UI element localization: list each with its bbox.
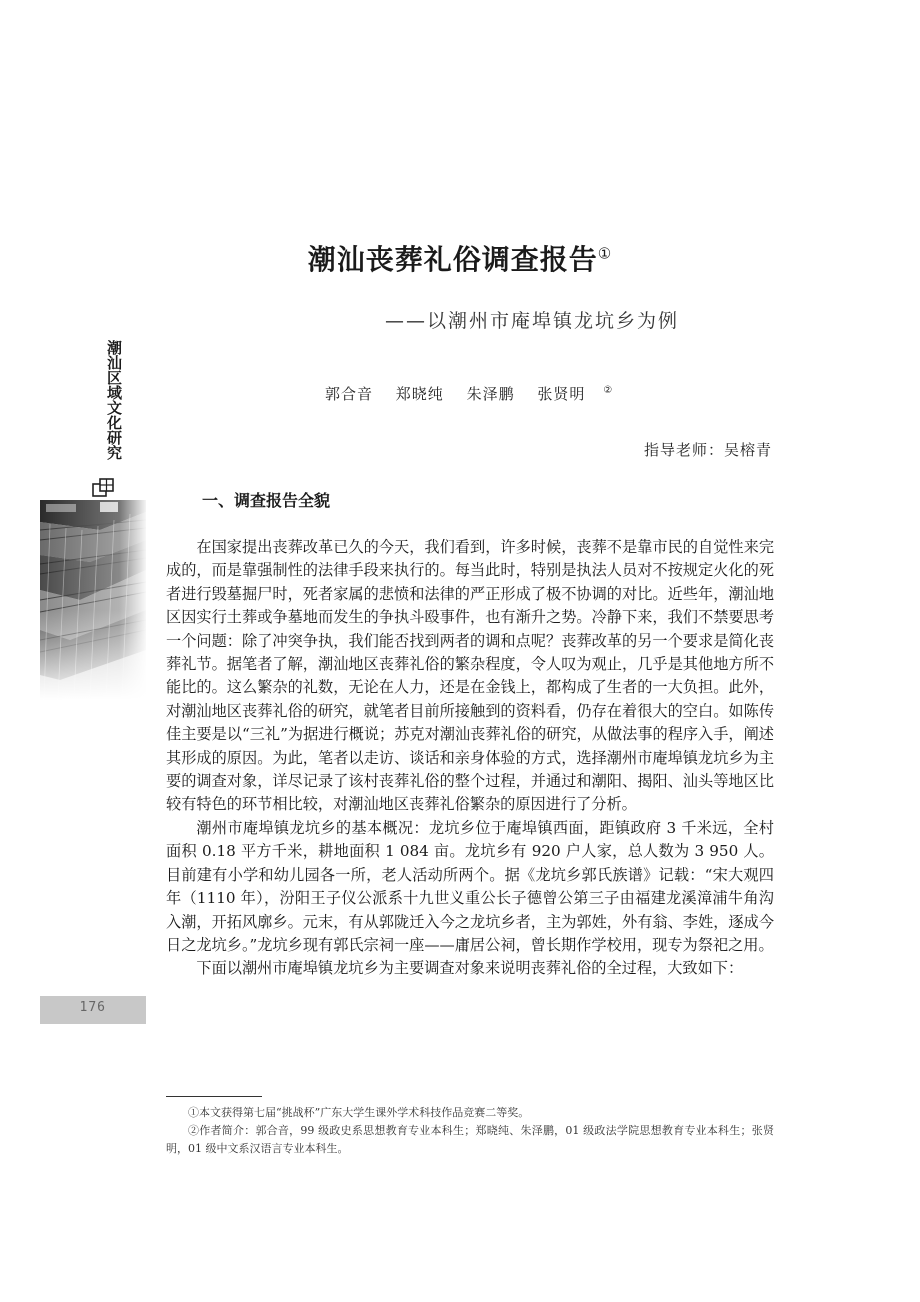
- body-paragraph: 潮州市庵埠镇龙坑乡的基本概况：龙坑乡位于庵埠镇西面，距镇政府 3 千米远，全村面积 0.18 平方千米，耕地面积 1 084 亩。龙坑乡有 920 户人家，总人数为 3 950 人。目前建有小学和幼儿园各一所，老人活动所两个。据《龙坑乡郭氏族谱》记载：“宋大观四年（1110 年），汾阳王子仪公派系十九世义重公长子德曾公第三子由福建龙溪漳浦牛角沟入潮，开拓风廓乡。元末，有从郭陇迁入今之龙坑乡者，主为郭姓，外有翁、李姓，逐成今日之龙坑乡。”龙坑乡现有郭氏宗祠一座——庸居公祠，曾长期作学校用，现专为祭祀之用。: [166, 818, 774, 954]
- footnote-divider: [166, 1096, 262, 1097]
- author-name: 朱泽鹏: [466, 385, 515, 403]
- window-frame-icon: [92, 478, 118, 502]
- article-title-text: 潮汕丧葬礼俗调查报告: [307, 243, 598, 276]
- page-number: 176: [79, 1000, 106, 1015]
- author-line: [325, 383, 613, 404]
- page-number-box: [40, 996, 146, 1024]
- author-name: 郑晓纯: [395, 385, 444, 403]
- footnote-item: ②作者简介：郭合音，99 级政史系思想教育专业本科生；郑晓纯、朱泽鹏，01 级政法学院思想教育专业本科生；张贤明，01 级中文系汉语言专业本科生。: [166, 1124, 774, 1155]
- article-body: [166, 536, 774, 981]
- author-name: 郭合音: [325, 385, 374, 403]
- author-footnote-mark[interactable]: ②: [603, 385, 614, 396]
- journal-sidebar-title: 潮汕区域文化研究: [105, 340, 123, 460]
- footnote-item: ①本文获得第七届“挑战杯”广东大学生课外学术科技作品竞赛二等奖。: [188, 1106, 530, 1119]
- section-heading: 一、调查报告全貌: [202, 491, 331, 510]
- title-footnote-mark[interactable]: ①: [597, 244, 613, 263]
- author-name: 张贤明 ②: [537, 385, 614, 403]
- body-paragraph: 下面以潮州市庵埠镇龙坑乡为主要调查对象来说明丧葬礼俗的全过程，大致如下：: [196, 959, 744, 978]
- body-paragraph: 在国家提出丧葬改革已久的今天，我们看到，许多时候，丧葬不是靠市民的自觉性来完成的，而是靠强制性的法律手段来执行的。每当此时，特别是执法人员对不按规定火化的死者进行毁墓掘尸时，死者家属的悲愤和法律的严正形成了极不协调的对比。近些年，潮汕地区因实行土葬或争墓地而发生的争执斗殴事件，也有渐升之势。冷静下来，我们不禁要思考一个问题：除了冲突争执，我们能否找到两者的调和点呢？丧葬改革的另一个要求是简化丧葬礼节。据笔者了解，潮汕地区丧葬礼俗的繁杂程度，令人叹为观止，几乎是其他地方所不能比的。这么繁杂的礼数，无论在人力，还是在金钱上，都构成了生者的一大负担。此外，对潮汕地区丧葬礼俗的研究，就笔者目前所接触到的资料看，仍存在着很大的空白。如陈传佳主要是以“三礼”为据进行概说；苏克对潮汕丧葬礼俗的研究，从做法事的程序入手，阐述其形成的原因。为此，笔者以走访、谈话和亲身体验的方式，选择潮州市庵埠镇龙坑乡为主要的调查对象，详尽记录了该村丧葬礼俗的整个过程，并通过和潮阳、揭阳、汕头等地区比较有特色的环节相比较，对潮汕地区丧葬礼俗繁杂的原因进行了分析。: [166, 538, 774, 814]
- advisor: 指导老师：吴榕青: [643, 441, 772, 459]
- footnotes: [166, 1104, 774, 1158]
- article-subtitle: ——以潮州市庵埠镇龙坑乡为例: [385, 310, 680, 332]
- article-title: [250, 238, 670, 278]
- tiled-roof-photo: [40, 500, 146, 700]
